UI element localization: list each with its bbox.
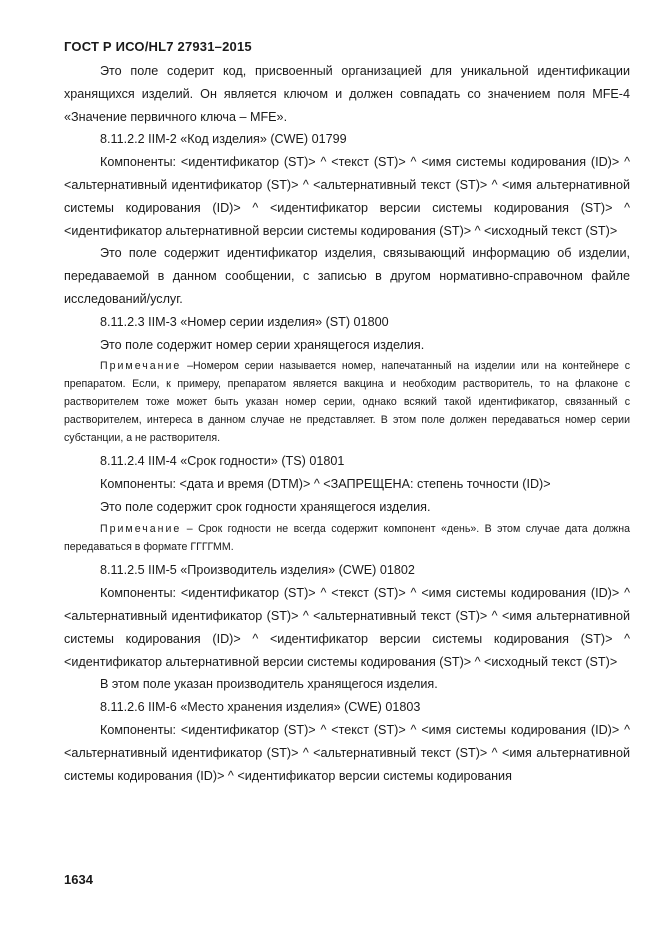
section-heading-iim-3: 8.11.2.3 IIM-3 «Номер серии изделия» (ST) 01800 — [100, 314, 389, 329]
section-heading-iim-5: 8.11.2.5 IIM-5 «Производитель изделия» (CWE) 01802 — [100, 563, 415, 578]
note-label: Примечание — [100, 360, 182, 373]
paragraph-pk-description: Это поле содерит код, присвоенный организацией для уникальной идентификации хранящихся изделий. Он является ключом и должен совпадать со значением поля MFE-4 «Значение первичного ключа – MFE». — [64, 64, 630, 124]
paragraph-iim-4-components: Компоненты: <дата и время (DTM)> ^ <ЗАПРЕЩЕНА: степень точности (ID)> — [100, 477, 551, 492]
paragraph-iim-5-description: В этом поле указан производитель хранящегося изделия. — [100, 677, 438, 692]
section-heading-iim-2: 8.11.2.2 IIM-2 «Код изделия» (CWE) 01799 — [100, 132, 347, 147]
page-body — [64, 60, 630, 787]
note-label: Примечание — [100, 522, 182, 535]
section-heading-iim-4: 8.11.2.4 IIM-4 «Срок годности» (TS) 01801 — [100, 454, 345, 469]
paragraph-iim-5-components: Компоненты: <идентификатор (ST)> ^ <текст (ST)> ^ <имя системы кодирования (ID)> ^ <альтернативный идентификатор (ST)> ^ <альтернативный текст (ST)> ^ <имя альтернативной системы кодирования (ID)> ^ <идентификатор версии системы кодирования (ST)> ^ <идентификатор альтернативной версии системы кодирования (ST)> ^ <исходный текст (ST)> — [64, 586, 630, 669]
paragraph-iim-3-description: Это поле содержит номер серии хранящегося изделия. — [100, 337, 425, 352]
document-header: ГОСТ Р ИСО/HL7 27931–2015 — [64, 39, 252, 54]
section-heading-iim-6: 8.11.2.6 IIM-6 «Место хранения изделия» (CWE) 01803 — [100, 700, 421, 715]
paragraph-iim-2-components: Компоненты: <идентификатор (ST)> ^ <текст (ST)> ^ <имя системы кодирования (ID)> ^ <альтернативный идентификатор (ST)> ^ <альтернативный текст (ST)> ^ <имя альтернативной системы кодирования (ID)> ^ <идентификатор версии системы кодирования (ST)> ^ <идентификатор альтернативной версии системы кодирования (ST)> ^ <исходный текст (ST)> — [64, 155, 630, 238]
paragraph-iim-2-description: Это поле содержит идентификатор изделия, связывающий информацию об изделии, передаваемой в данном сообщении, с записью в другом нормативно-справочном файле исследований/услуг. — [64, 246, 630, 306]
paragraph-iim-6-components: Компоненты: <идентификатор (ST)> ^ <текст (ST)> ^ <имя системы кодирования (ID)> ^ <альтернативный идентификатор (ST)> ^ <альтернативный текст (ST)> ^ <имя альтернативной системы кодирования (ID)> ^ <идентификатор версии системы кодирования — [64, 722, 630, 783]
paragraph-iim-4-description: Это поле содержит срок годности хранящегося изделия. — [100, 499, 431, 514]
note-text: – Срок годности не всегда содержит компонент «день». В этом случае дата должна передаваться в формате ГГГГММ. — [64, 522, 630, 553]
note-text: –Номером серии называется номер, напечатанный на изделии или на контейнере с препаратом. Если, к примеру, препаратом является вакцина и необходим растворитель, то на флаконе с растворителем тоже может быть указан номер серии, однако всякий такой идентификатор, связанный с растворителем, интереса в данном случае не представляет. В этом поле должен передаваться номер серии субстанции, а не растворителя. — [64, 360, 630, 444]
note-iim-3 — [64, 358, 630, 447]
note-iim-4 — [64, 521, 630, 557]
page-number: 1634 — [64, 872, 93, 887]
